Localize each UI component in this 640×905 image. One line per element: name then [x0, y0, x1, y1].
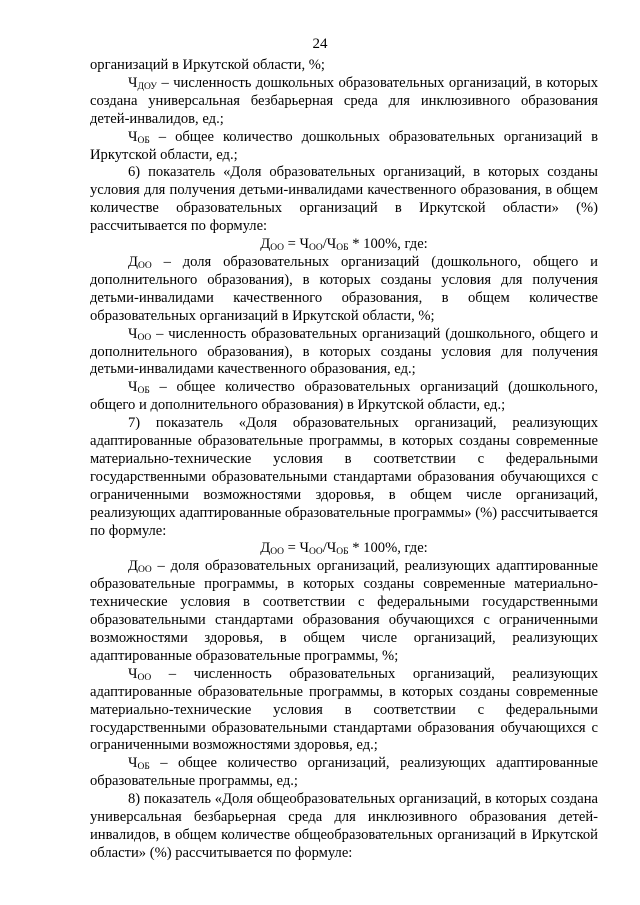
- variable-subscript: ОБ: [137, 386, 150, 397]
- variable-symbol: $Ч_{ОБ}$: [128, 379, 150, 397]
- paragraph-text: – общее количество организаций, реализующих адаптированные образовательные программы, ед.;: [90, 755, 598, 790]
- document-body: [90, 57, 598, 863]
- variable-subscript: ДОУ: [137, 81, 158, 92]
- variable-symbol: $Ч_{ОО}$: [128, 665, 152, 683]
- formula: $Д_{ОО} = Ч_{ОО}/Ч_{ОБ} * 100\%$, где:: [260, 236, 428, 254]
- paragraph: [90, 129, 598, 165]
- paragraph: [90, 254, 598, 326]
- paragraph-text: – доля образовательных организаций (дошкольного, общего и дополнительного образования), в которых созданы условия для получения детьми-инвалидами качественного образования, в общем количестве образовательных организаций в Иркутской области, %;: [90, 253, 598, 324]
- paragraph-text: – доля образовательных организаций, реализующих адаптированные образовательные программы, в которых созданы современные материально-технические условия в соответствии с федеральными государственными образовательными стандартами образования обучающихся с ограниченными возможностями здоровья, в общем числе организаций, реализующих адаптированные образовательные программы, %;: [90, 558, 598, 664]
- variable-subscript: ОБ: [137, 135, 150, 146]
- paragraph-text: – численность образовательных организаций (дошкольного, общего и дополнительного образования), в которых созданы условия для получения детьми-инвалидами качественного образования, ед.;: [90, 325, 598, 378]
- variable-subscript: ОБ: [137, 762, 150, 773]
- variable-subscript: ОО: [137, 260, 152, 271]
- variable-subscript: ОО: [137, 332, 152, 343]
- paragraph: [90, 755, 598, 791]
- paragraph-text: – численность образовательных организаций, реализующих адаптированные образовательные программы, в которых созданы современные материально-технические условия в соответствии с федеральными государственными образовательными стандартами образования обучающихся с ограниченными возможностями здоровья, ед.;: [90, 665, 598, 754]
- paragraph-text: – общее количество дошкольных образовательных организаций в Иркутской области, ед.;: [90, 128, 598, 163]
- paragraph: [90, 558, 598, 665]
- variable-symbol: $Д_{ОО}$: [128, 253, 152, 271]
- paragraph-text: – численность дошкольных образовательных организаций, в которых создана универсальная безбарьерная среда для инклюзивного образования детей-инвалидов, ед.;: [90, 74, 598, 127]
- variable-symbol: $Ч_{ДОУ}$: [128, 74, 158, 92]
- formula: $Д_{ОО} = Ч_{ОО}/Ч_{ОБ} * 100\%$, где:: [260, 540, 428, 558]
- paragraph: [90, 379, 598, 415]
- variable-subscript: ОО: [137, 565, 152, 576]
- variable-subscript: ОО: [137, 672, 152, 683]
- paragraph: [90, 415, 598, 540]
- paragraph-text: 8) показатель «Доля общеобразовательных организаций, в которых создана универсальная безбарьерная среда для инклюзивного образования детей-инвалидов, в общем количестве общеобразовательных организаций в Иркутской области» (%) рассчитывается по формуле:: [90, 791, 598, 861]
- variable-symbol: $Ч_{ОО}$: [128, 325, 152, 343]
- paragraph-text: 6) показатель «Доля образовательных организаций, в которых созданы условия для получения детьми-инвалидами качественного образования, в общем количестве образовательных организаций в Иркутской области» (%) рассчитывается по формуле:: [90, 164, 598, 235]
- paragraph: [90, 57, 598, 75]
- paragraph-text: 7) показатель «Доля образовательных организаций, реализующих адаптированные образовательные программы, в которых созданы современные материально-технические условия в соответствии с федеральными государственными образовательными стандартами образования обучающихся с ограниченными возможностями здоровья, в общем числе организаций, реализующих адаптированные образовательные программы» (%) рассчитывается по формуле:: [90, 415, 598, 539]
- paragraph-text: организаций в Иркутской области, %;: [90, 57, 325, 73]
- paragraph-text: – общее количество образовательных организаций (дошкольного, общего и дополнительного образования) в Иркутской области, ед.;: [90, 379, 598, 414]
- variable-symbol: $Ч_{ОБ}$: [128, 128, 150, 146]
- paragraph: [90, 326, 598, 380]
- paragraph: [90, 666, 598, 756]
- variable-symbol: $Д_{ОО}$: [128, 558, 152, 576]
- page-number: 24: [312, 36, 328, 52]
- paragraph: [90, 164, 598, 236]
- variable-symbol: $Ч_{ОБ}$: [128, 755, 150, 773]
- paragraph: [90, 75, 598, 129]
- paragraph: [90, 791, 598, 863]
